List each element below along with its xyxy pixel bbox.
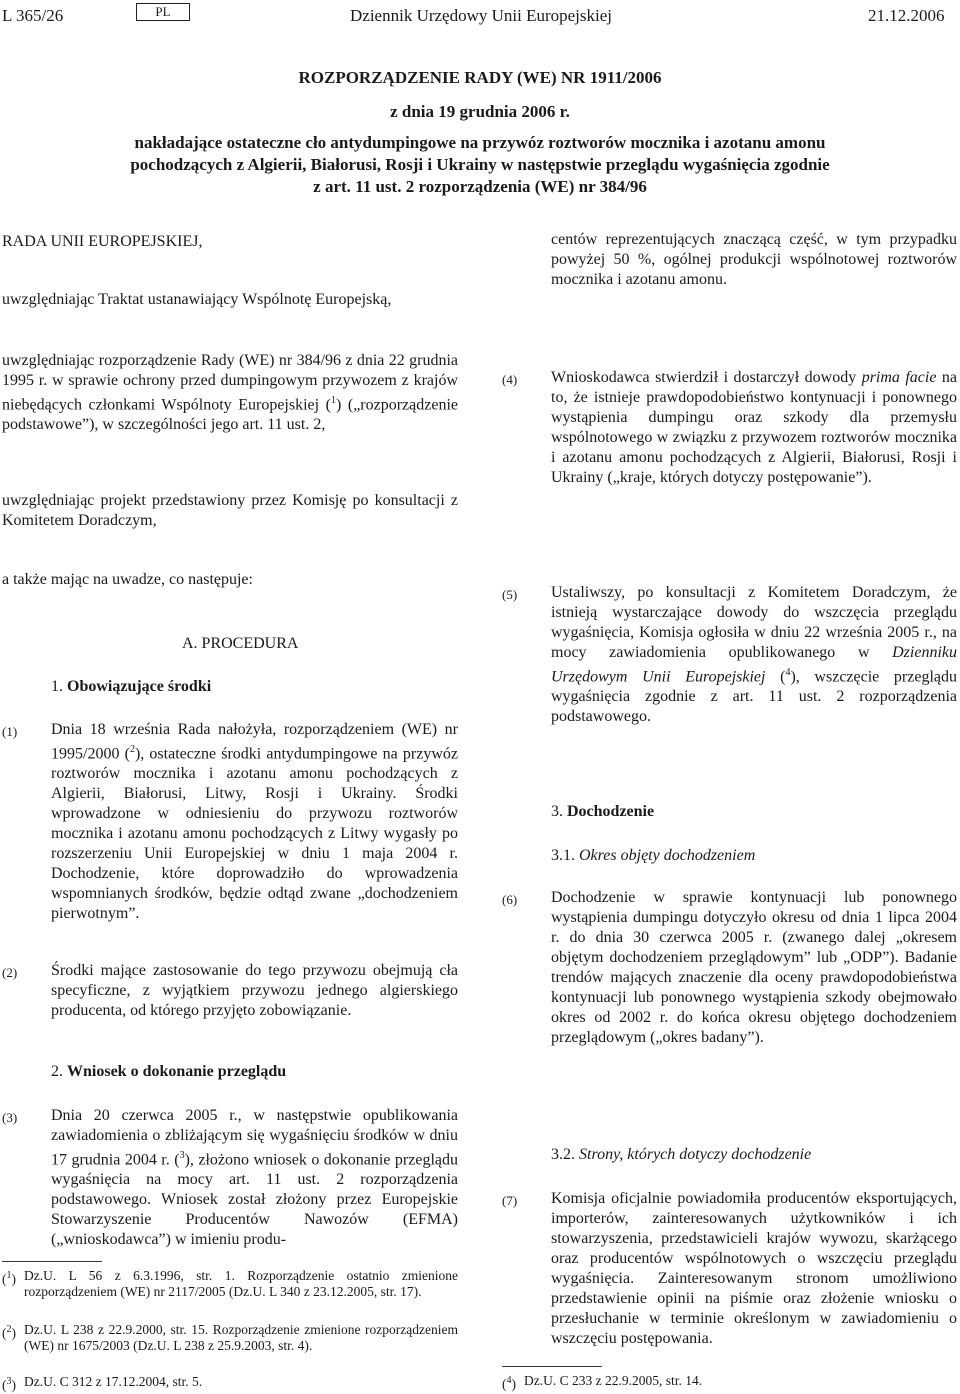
regulation-title: ROZPORZĄDZENIE RADY (WE) NR 1911/2006: [298, 68, 662, 87]
footnote-2: ($^2$) Dz.U. L 238 z 22.9.2000, str. 15. Rozporządzenie zmienione rozporządzeniem (WE) nr 1675/2003 (Dz.U. L 238 z 25.9.2003, str. 4).: [2, 1322, 458, 1353]
citation-basic-regulation: uwzględniając rozporządzenie Rady (WE) nr 384/96 z dnia 22 grudnia 1995 r. w sprawie ochrony przed dumpingowym przywozem z krajów niebędących członkami Wspólnoty Europejskiej ($^1$) („rozporządzenie podstawowe”), w szczególności jego art. 11 ust. 2,: [2, 352, 458, 434]
regulation-subject-line1: nakładające ostateczne cło antydumpingowe na przywóz roztworów mocznika i azotanu amonu: [134, 133, 826, 152]
language-badge: PL: [136, 3, 190, 21]
recital-3: Dnia 20 czerwca 2005 r., w następstwie opublikowania zawiadomienia o zbliżającym się wygaśnięciu środków w dniu 17 grudnia 2004 r. ($^3$), złożono wniosek o dokonanie przeglądu wygaśnięcia na mocy art. 11 ust. 2 rozporządzenia podstawowego. Wniosek został złożony przez Europejskie Stowarzyszenie Producentów Nawozów (EFMA) („wnioskodawca”) w imieniu produ-: [51, 1107, 459, 1249]
footnote-ref[interactable]: 4: [785, 667, 791, 678]
footnote-separator: [2, 1261, 102, 1262]
recital-6: Dochodzenie w sprawie kontynuacji lub ponownego wystąpienia dumpingu dotyczyło okresu od dnia 1 lipca 2004 r. do dnia 30 czerwca 2005 r. (zwanego dalej „okresem objętym dochodzeniem przeglądowym” lub „ODP”). Badanie trendów mających znaczenie dla oceny prawdopodobieństwa kontynuacji lub ponownego wystąpienia szkody obejmowało okres od 2002 r. do końca okresu objętego dochodzeniem przeglądowym („okres badany”).: [551, 889, 957, 1046]
footnote-ref[interactable]: 1: [330, 395, 336, 406]
recital-5: Ustaliwszy, po konsultacji z Komitetem Doradczym, że istnieją wystarczające dowody do wszczęcia przeglądu wygaśnięcia, Komisja ogłosiła w dniu 22 września 2005 r., na mocy zawiadomienia opublikowanego w Dzienniku Urzędowym Unii Europejskiej ($^4$), wszczęcie przeglądu wygaśnięcia zgodnie z art. 11 ust. 2 rozporządzenia podstawowego.: [551, 584, 958, 726]
page-reference: L 365/26: [2, 6, 64, 25]
footnote-ref[interactable]: 3: [179, 1150, 185, 1161]
regulation-subject-line3: z art. 11 ust. 2 rozporządzenia (WE) nr 384/96: [313, 177, 647, 196]
footnote-ref[interactable]: 2: [129, 744, 135, 755]
recital-2: Środki mające zastosowanie do tego przywozu obejmują cła specyficzne, z wyjątkiem przywozu jednego algierskiego producenta, od którego przyjęto zobowiązanie.: [51, 962, 458, 1019]
section-a-heading: A. PROCEDURA: [182, 635, 299, 652]
recital-number: (7): [502, 1193, 518, 1208]
recital-number: (1): [2, 724, 18, 739]
regulation-subject-line2: pochodzących z Algierii, Białorusi, Rosji i Ukrainy w następstwie przeglądu wygaśnięcia zgodnie: [130, 155, 830, 174]
footnote-1: ($^1$) Dz.U. L 56 z 6.3.1996, str. 1. Rozporządzenie ostatnio zmienione rozporządzeniem (WE) nr 2117/2005 (Dz.U. L 340 z 23.12.2005, str. 17).: [2, 1268, 458, 1299]
section-3-2-heading: 3.2. Strony, których dotyczy dochodzenie: [551, 1146, 812, 1163]
section-1-heading: 1. Obowiązujące środki: [51, 678, 212, 695]
recital-number: (2): [2, 965, 18, 980]
section-3-heading: 3. Dochodzenie: [551, 803, 655, 820]
recital-number: (3): [2, 1110, 18, 1125]
recital-7: Komisja oficjalnie powiadomiła producentów eksportujących, importerów, zainteresowanych użytkowników i ich stowarzyszenia, przedstawicieli krajów wywozu, skarżącego oraz producentów wspólnotowych o wszczęciu przeglądu wygaśnięcia. Zainteresowanym stronom umożliwiono przedstawienie opinii na piśmie oraz złożenie wniosku o przesłuchanie w terminie określonym w zawiadomieniu o wszczęciu postępowania.: [551, 1190, 957, 1347]
regulation-date: z dnia 19 grudnia 2006 r.: [390, 102, 570, 121]
council-heading: RADA UNII EUROPEJSKIEJ,: [2, 233, 203, 250]
recital-number: (6): [502, 892, 518, 907]
recital-number: (5): [502, 587, 518, 602]
footnote-separator: [502, 1366, 602, 1367]
recital-1: Dnia 18 września Rada nałożyła, rozporządzeniem (WE) nr 1995/2000 ($^2$), ostateczne środki antydumpingowe na przywóz roztworów mocznika i azotanu amonu pochodzących z Algierii, Białorusi, Litwy, Rosji i Ukrainy. Środki wprowadzone w odniesieniu do przywozu roztworów mocznika i azotanu amonu pochodzących z Litwy wygasły po rozszerzeniu Unii Europejskiej w dniu 1 maja 2004 r. Dochodzenie, które doprowadziło do wprowadzenia wspomnianych środków, będzie odtąd zwane „dochodzeniem pierwotnym”.: [51, 721, 458, 923]
whereas-intro: a także mając na uwadze, co następuje:: [2, 571, 253, 588]
footnote-3: ($^3$) Dz.U. C 312 z 17.12.2004, str. 5.: [2, 1374, 203, 1393]
citation-commission-proposal: uwzględniając projekt przedstawiony przez Komisję po konsultacji z Komitetem Doradczym,: [2, 492, 458, 529]
section-3-1-heading: 3.1. Okres objęty dochodzeniem: [551, 847, 756, 864]
journal-name: Dziennik Urzędowy Unii Europejskiej: [350, 6, 613, 25]
page-header: [0, 0, 960, 40]
publication-date: 21.12.2006: [868, 6, 945, 25]
footnote-4: ($^4$) Dz.U. C 233 z 22.9.2005, str. 14.: [502, 1373, 703, 1392]
citation-treaty: uwzględniając Traktat ustanawiający Wspólnotę Europejską,: [2, 291, 392, 308]
continued-text: centów reprezentujących znaczącą część, w tym przypadku powyżej 50 %, ogólnej produkcji wspólnotowej roztworów mocznika i azotanu amonu.: [551, 231, 957, 288]
recital-4: Wnioskodawca stwierdził i dostarczył dowody prima facie na to, że istnieje prawdopodobieństwo kontynuacji i ponownego wystąpienia dumpingu oraz szkody dla przemysłu wspólnotowego w związku z przywozem roztworów mocznika i azotanu amonu pochodzących z Algierii, Białorusi, Rosji i Ukrainy („kraje, których dotyczy postępowanie”).: [551, 369, 957, 486]
recital-number: (4): [502, 372, 518, 387]
section-2-heading: 2. Wniosek o dokonanie przeglądu: [51, 1063, 287, 1080]
